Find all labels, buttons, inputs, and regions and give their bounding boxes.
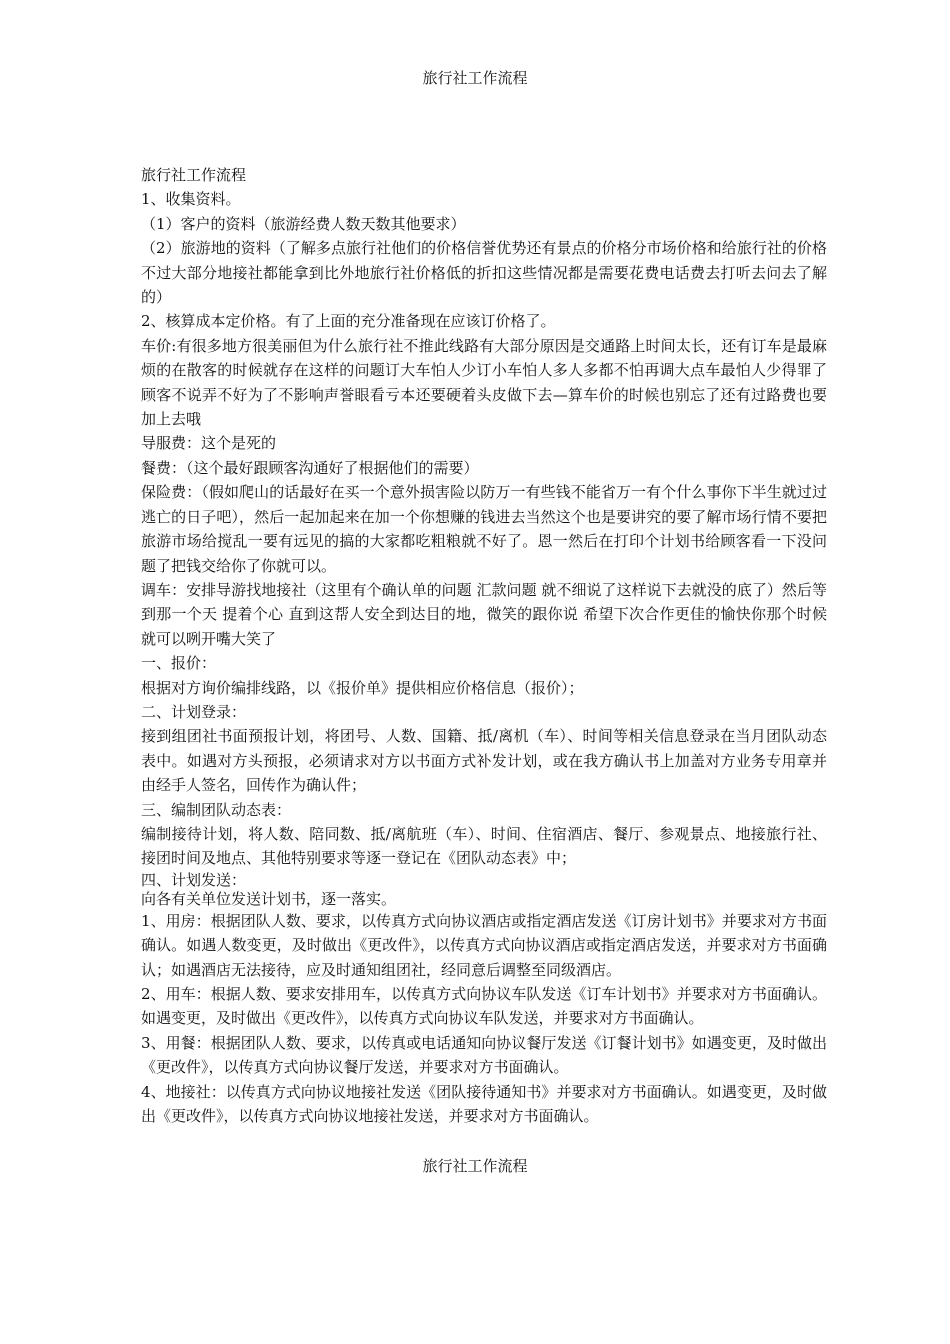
section-costing: 2、核算成本定价格。有了上面的充分准备现在应该订价格了。 [141,312,556,331]
para-meal-fee: 餐费：（这个最好跟顾客沟通好了根据他们的需要） [141,458,479,477]
heading-plan-sending: 四、计划发送： [141,870,247,889]
document-body [141,163,827,1128]
item-vehicles: 2、用车：根据人数、要求安排用车，以传真方式向协议车队发送《订车计划书》并要求对方书面确认。如遇变更，及时做出《更改件》，以传真方式向协议车队发送，并要求对方书面确认。 [141,985,827,1028]
item-meals: 3、用餐：根据团队人数、要求，以传真或电话通知向协议餐厅发送《订餐计划书》如遇变更，及时做出《更改件》，以传真方式向协议餐厅发送，并要求对方书面确认。 [141,1033,827,1077]
item-destination-data: （2）旅游地的资料（了解多点旅行社他们的价格信誉优势还有景点的价格分市场价格和给旅行社的价格不过大部分地接社都能拿到比外地旅行社价格低的折扣这些情况都是需要花费电话费去打听去问去了解的） [141,239,827,307]
para-dispatch: 调车：安排导游找地接社（这里有个确认单的问题 汇款问题 就不细说了这样说下去就没的底了）然后等到那一个天 提着个心 直到这帮人安全到达目的地，微笑的跟你说 希望下次合作更佳的愉快你那个时候就可以咧开嘴大笑了 [141,580,827,648]
item-rooms: 1、用房：根据团队人数、要求，以传真方式向协议酒店或指定酒店发送《订房计划书》并要求对方书面确认。如遇人数变更，及时做出《更改件》，以传真方式向协议酒店或指定酒店发送，并要求对方书面确认；如遇酒店无法接待，应及时通知组团社，经同意后调整至同级酒店。 [141,911,827,979]
page-footer-title: 旅行社工作流程 [422,1157,528,1175]
para-insurance-fee: 保险费：（假如爬山的话最好在买一个意外损害险以防万一有些钱不能省万一有个什么事你下半生就过过逃亡的日子吧），然后一起加起来在加一个你想赚的钱进去当然这个也是要讲究的要了解市场行情不要把旅游市场给搅乱一要有远见的搞的大家都吃粗粮就不好了。恩一然后在打印个计划书给顾客看一下没问题了把钱交给你了你就可以。 [141,483,827,575]
page-header-title: 旅行社工作流程 [422,69,528,87]
item-local-agency: 4、地接社：以传真方式向协议地接社发送《团队接待通知书》并要求对方书面确认。如遇变更，及时做出《更改件》，以传真方式向协议地接社发送，并要求对方书面确认。 [141,1082,827,1126]
section-collect-data: 1、收集资料。 [141,190,241,209]
para-guide-fee: 导服费：这个是死的 [141,434,277,453]
para-plan-registration: 接到组团社书面预报计划，将团号、人数、国籍、抵/离机（车）、时间等相关信息登录在当月团队动态表中。如遇对方头预报，必须请求对方以书面方式补发计划，或在我方确认书上加盖对方业务专用章并由经手人签名，回传作为确认件； [141,727,827,795]
heading-team-schedule: 三、编制团队动态表： [141,800,292,819]
para-plan-sending: 向各有关单位发送计划书，逐一落实。 [141,889,397,908]
para-quotation: 根据对方询价编排线路，以《报价单》提供相应价格信息（报价）； [141,678,584,697]
item-client-data: （1）客户的资料（旅游经费人数天数其他要求） [141,214,466,233]
heading-quotation: 一、报价： [141,654,217,673]
doc-title: 旅行社工作流程 [141,166,247,184]
para-vehicle-price: 车价:有很多地方很美丽但为什么旅行社不推此线路有大部分原因是交通路上时间太长，还有订车是最麻烦的在散客的时候就存在这样的问题订大车怕人少订小车怕人多人多都不怕再调大点车最怕人少得罪了顾客不说弄不好为了不影响声誉眼看亏本还要硬着头皮做下去—算车价的时候也别忘了还有过路费也要加上去哦 [141,336,827,429]
para-team-schedule: 编制接待计划，将人数、陪同数、抵/离航班（车）、时间、住宿酒店、餐厅、参观景点、地接旅行社、接团时间及地点、其他特别要求等逐一登记在《团队动态表》中； [141,824,827,868]
heading-plan-registration: 二、计划登录： [141,702,247,721]
